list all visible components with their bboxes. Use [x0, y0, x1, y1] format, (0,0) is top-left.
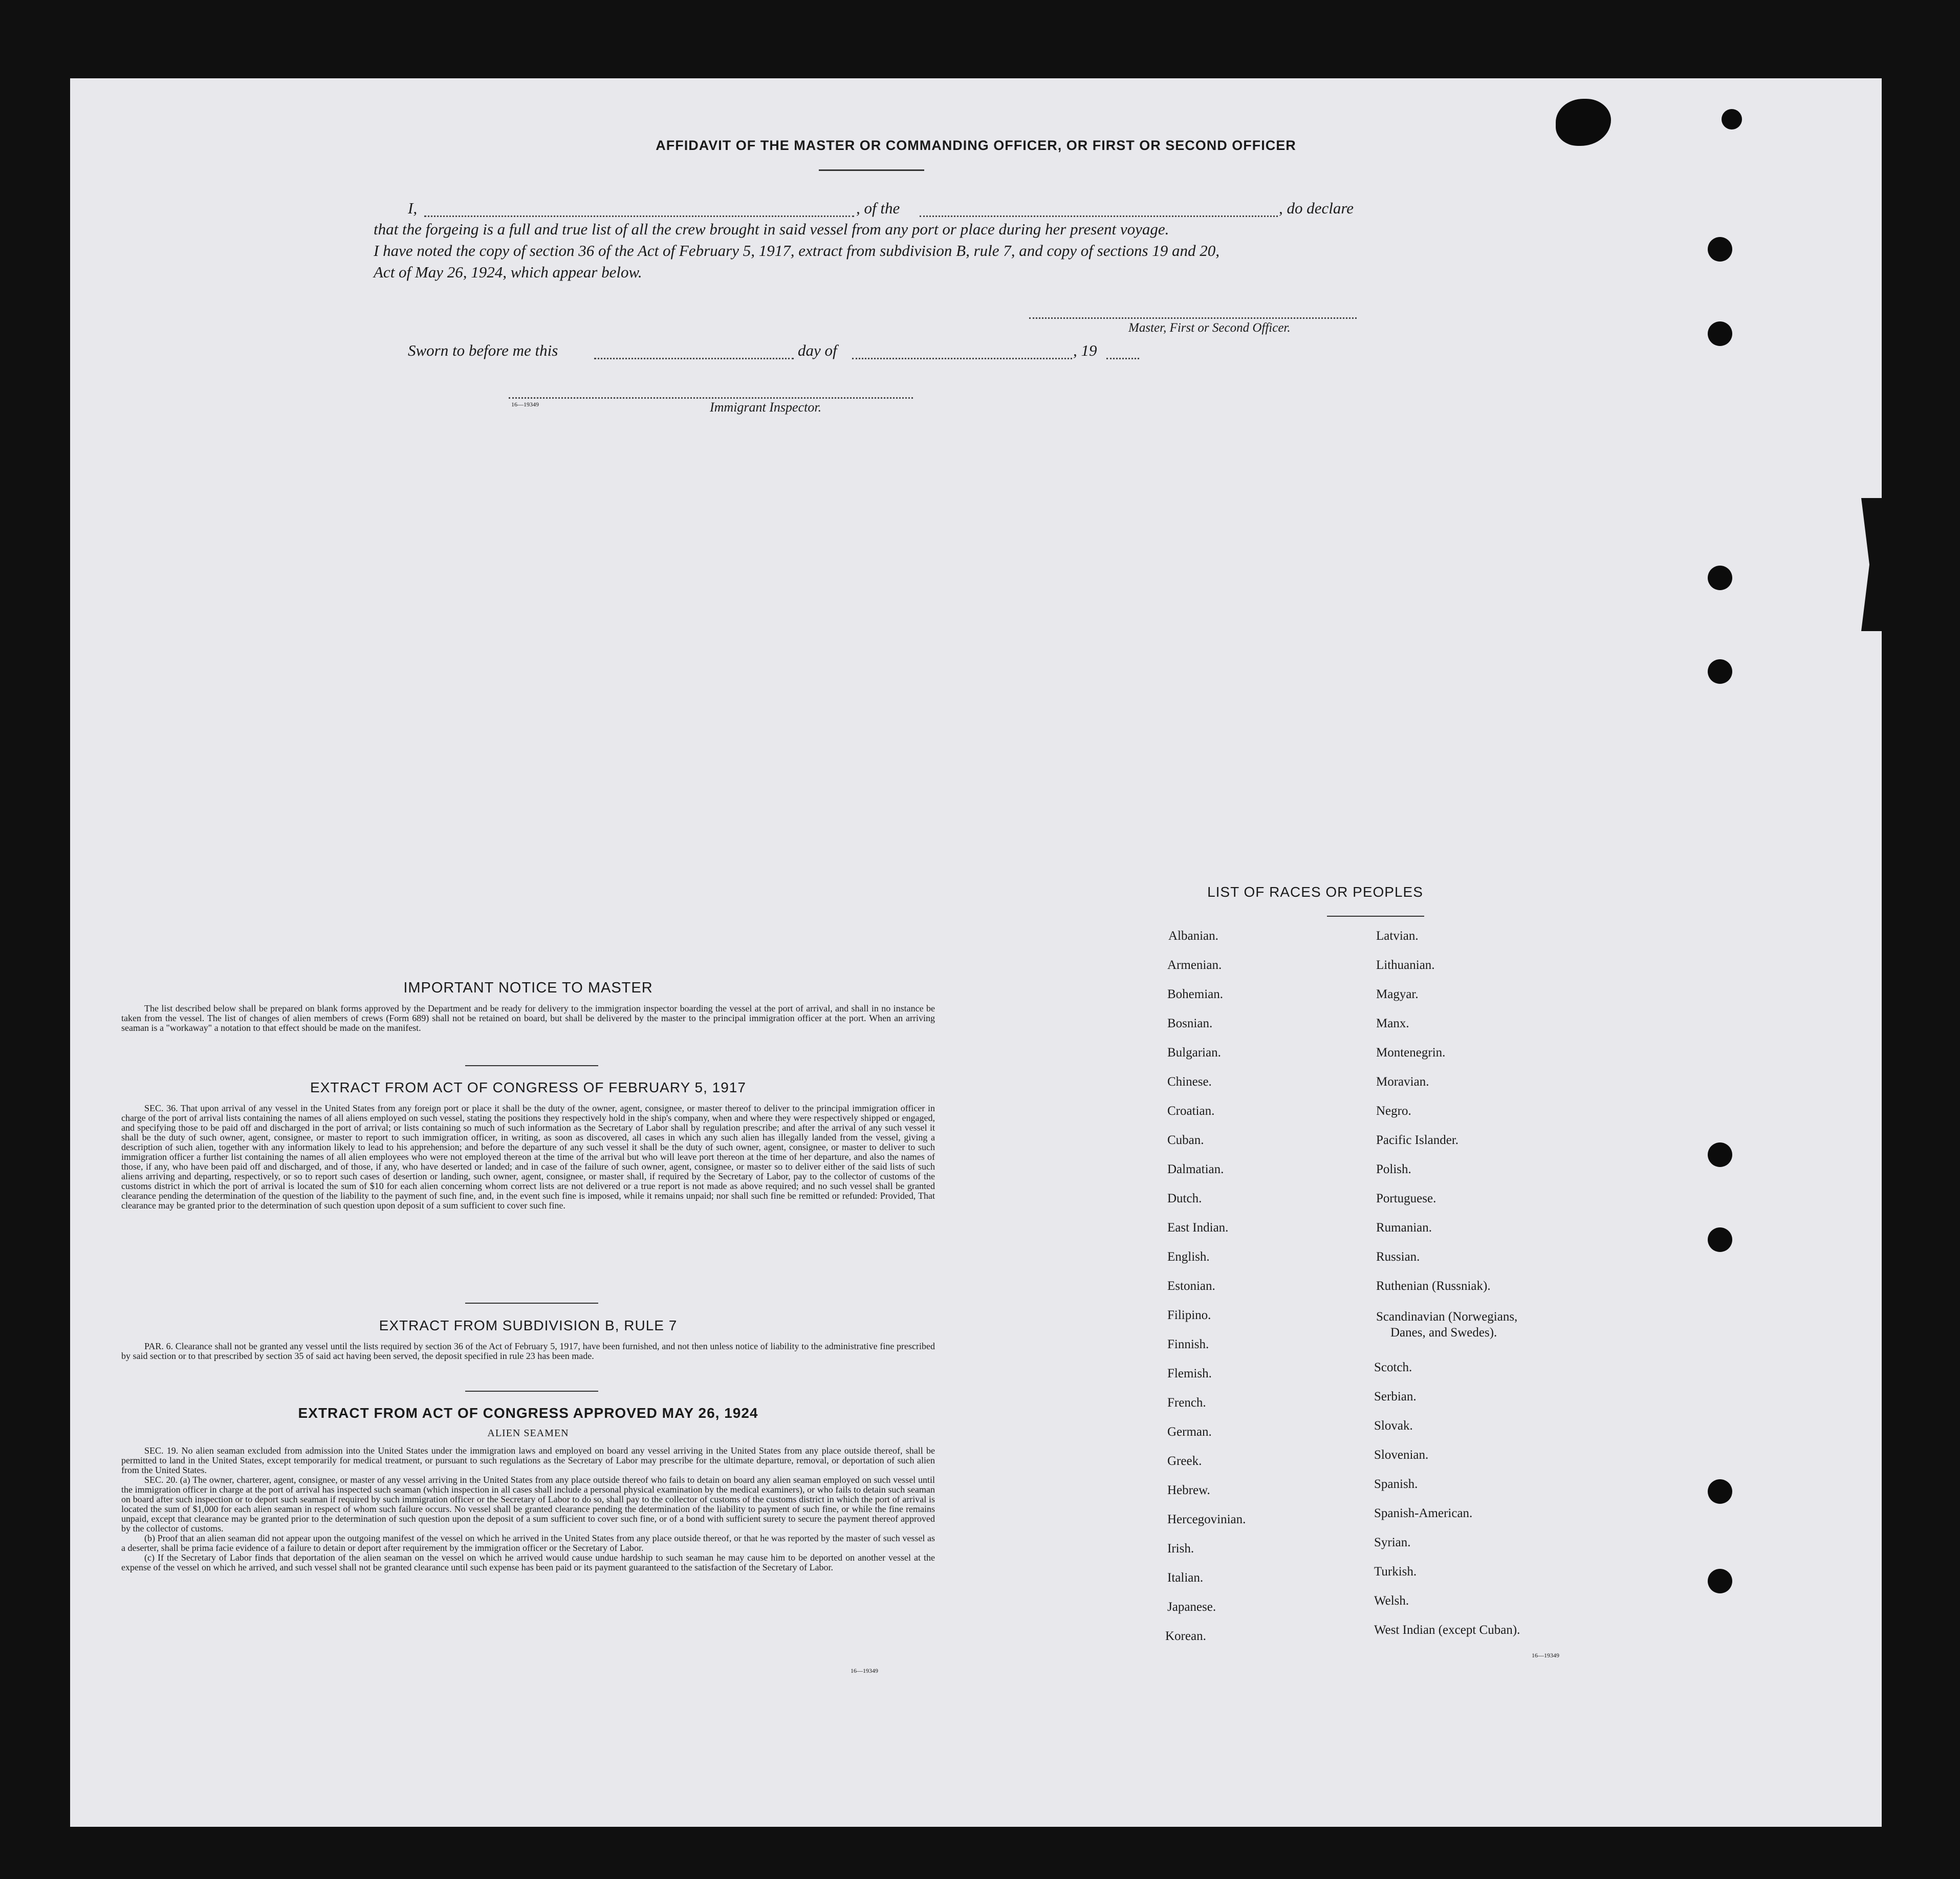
race-item: Spanish. [1374, 1477, 1418, 1491]
notice-title: IMPORTANT NOTICE TO MASTER [403, 980, 653, 996]
race-item: Bosnian. [1167, 1017, 1213, 1030]
punch-hole-icon [1708, 321, 1732, 346]
sworn-line [408, 341, 1227, 362]
race-item: Serbian. [1374, 1390, 1417, 1403]
race-item: Manx. [1376, 1017, 1409, 1030]
race-item: Spanish-American. [1374, 1506, 1473, 1520]
punch-hole-icon [1708, 1479, 1732, 1504]
sworn-year-field[interactable] [1106, 358, 1139, 359]
race-item: Finnish. [1167, 1337, 1209, 1351]
race-item: Filipino. [1167, 1308, 1211, 1322]
extract1917-title: EXTRACT FROM ACT OF CONGRESS OF FEBRUARY 5, 1917 [310, 1079, 746, 1095]
race-item: Bohemian. [1167, 987, 1224, 1001]
punch-hole-icon [1708, 1569, 1732, 1593]
vessel-name-field[interactable] [920, 215, 1278, 217]
affidavit-line1 [408, 199, 1442, 220]
sec20c-text: (c) If the Secretary of Labor finds that deportation of the alien seaman on the vessel on which he arrived would cause undue hardship to such seaman he may cause him to be deported on another vessel at the expense of the vessel on which he arrived, and such vessel shall not be granted clearance until such expense has been paid or its payment guaranteed to the satisfaction of the Secretary of Labor. [121, 1552, 935, 1572]
extract1924-title: EXTRACT FROM ACT OF CONGRESS APPROVED MAY 26, 1924 [298, 1405, 758, 1421]
race-item: Russian. [1376, 1250, 1420, 1264]
race-item: Irish. [1167, 1542, 1194, 1556]
race-item: East Indian. [1167, 1221, 1229, 1235]
affidavit-line2: that the forgeing is a full and true list of all the crew brought in said vessel from any port or place during her present voyage. [374, 220, 1169, 238]
race-item: Montenegrin. [1376, 1046, 1446, 1060]
race-item: Hercegovinian. [1167, 1513, 1246, 1526]
race-item: Turkish. [1374, 1565, 1417, 1579]
punch-hole-icon [1708, 1227, 1732, 1252]
races-col1 [1165, 929, 1360, 1727]
affidavit-line4: Act of May 26, 1924, which appear below. [374, 263, 642, 281]
title-rule [819, 169, 924, 171]
sworn-day-field[interactable] [594, 358, 794, 359]
race-item: Scotch. [1374, 1360, 1412, 1374]
race-item: Italian. [1167, 1571, 1204, 1585]
race-item: Chinese. [1167, 1075, 1212, 1089]
extract1917-rule [465, 1303, 598, 1304]
race-item: Armenian. [1167, 958, 1222, 972]
declare-suffix: , do declare [1279, 199, 1354, 217]
race-item: Croatian. [1167, 1104, 1215, 1118]
notice-text: The list described below shall be prepared on blank forms approved by the Department and be ready for delivery to the immigration inspector boarding the vessel at the port of arrival, and shall in no instance be taken from the vessel. The list of changes of alien members of crews (Form 689) shall not be retained on board, but shall be delivered by the master to the principal immigration officer at the port. When an arriving seaman is a "workaway" a notation to that effect should be made on the manifest. [121, 1003, 935, 1033]
sec20a-text: SEC. 20. (a) The owner, charterer, agent, consignee, or master of any vessel arriving in the United States from any place outside thereof who fails to detain on board any alien seaman employed on such vessel until the immigration officer in charge at the port of arrival has inspected such seaman (which inspection in all cases shall include a personal physical examination by the medical examiners), or who fails to detain such seaman on board after such inspection or to deport such seaman if required by such immigration officer or the Secretary of Labor to do so, shall pay to the collector of customs of the customs district in which the port of arrival is located the sum of $1,000 for each alien seaman in respect of whom such failure occurs. No vessel shall be granted clearance pending the determination of the liability to payment of such fine, or while the fine remains unpaid, except that clearance may be granted prior to the determination of such question upon the deposit of a sum sufficient to cover such fine, or of a bond with sufficient surety to secure the payment thereof approved by the collector of customs. [121, 1475, 935, 1534]
affidavit-line3: I have noted the copy of section 36 of the Act of February 5, 1917, extract from subdivision B, rule 7, and copy of sections 19 and 20, [374, 242, 1220, 260]
race-item: Scandinavian (Norwegians, [1376, 1310, 1518, 1324]
race-item: Rumanian. [1376, 1221, 1432, 1235]
sworn-year: , 19 [1073, 341, 1097, 359]
race-item: Hebrew. [1167, 1483, 1210, 1497]
inspector-signature-line[interactable] [509, 397, 913, 399]
race-item: Ruthenian (Russniak). [1376, 1279, 1491, 1293]
sworn-day-of: day of [798, 341, 837, 359]
sworn-prefix: Sworn to before me this [408, 341, 558, 359]
sec20b-text: (b) Proof that an alien seaman did not appear upon the outgoing manifest of the vessel on which he arrived in the United States from any place outside thereof, or that he was reported by the master of such vessel as a deserter, shall be prima facie evidence of a failure to detain or deport after requirement by the immigration officer or the Secretary of Labor. [121, 1533, 935, 1553]
races-col2 [1374, 929, 1661, 1727]
rule7-title: EXTRACT FROM SUBDIVISION B, RULE 7 [379, 1318, 678, 1333]
race-item: Latvian. [1376, 929, 1419, 943]
extract1917-text: SEC. 36. That upon arrival of any vessel in the United States from any foreign port or place it shall be the duty of the owner, agent, consignee, or master thereof to deliver to the principal immigration officer in charge of the port of arrival lists containing the names of all aliens employed on such vessel, stating the positions they respectively hold in the ship's company, when and where they were respectively shipped or engaged, and specifying those to be paid off and discharged in the port of arrival; or lists containing so much of such information as the Secretary of Labor shall by regulation prescribe; and after the arrival of any such vessel it shall be the duty of such owner, agent, consignee, or master to report to such immigration officer, in writing, as soon as discovered, all cases in which any such alien has illegally landed from the vessel, giving a description of such alien, together with any information likely to lead to his apprehension; and before the departure of any such vessel it shall be the duty of such owner, agent, consignee, or master to deliver to such immigration officer a further list containing the names of all alien employees who were not employed thereon at the time of the arrival but who will leave port thereon at the time of her departure, and also the names of those, if any, who have been paid off and discharged, and of those, if any, who have deserted or landed; and in case of the failure of such owner, agent, consignee, or master so to deliver either of the said lists of such aliens arriving and departing, respectively, or so to report such cases of desertion or landing, such owner, agent, consignee, or master shall, if required by the Secretary of Labor, pay to the collector of customs of the customs district in which the port of arrival is located the sum of $10 for each alien concerning whom correct lists are not delivered or a true report is not made as above required; and no such vessel shall be granted clearance pending the determination of the question of the liability to the payment of such fine, and, in the event such fine is imposed, while it remains unpaid; nor shall such fine be remitted or refunded: Provided, That clearance may be granted prior to the determination of such question upon deposit of a sum sufficient to cover such fine. [121, 1103, 935, 1211]
race-item: Moravian. [1376, 1075, 1429, 1089]
form-sheet [70, 78, 1882, 1827]
sworn-month-field[interactable] [852, 358, 1072, 359]
rule7-rule [465, 1391, 598, 1392]
race-item: Magyar. [1376, 987, 1419, 1001]
declarant-prefix: I, [408, 199, 418, 217]
race-item: French. [1167, 1396, 1206, 1410]
sec19-text: SEC. 19. No alien seaman excluded from admission into the United States under the immigration laws and employed on board any vessel arriving in the United States from any place outside thereof, shall be permitted to land in the United States, except temporarily for medical treatment, or pursuant to such regulations as the Secretary of Labor may prescribe for the ultimate departure, removal, or deportation of such alien from the United States. [121, 1445, 935, 1475]
race-item: Greek. [1167, 1454, 1202, 1468]
race-item: German. [1167, 1425, 1212, 1439]
race-item: Cuban. [1167, 1133, 1204, 1147]
race-item: Negro. [1376, 1104, 1411, 1118]
race-item: English. [1167, 1250, 1210, 1264]
race-item: West Indian (except Cuban). [1374, 1623, 1520, 1637]
race-item: Danes, and Swedes). [1390, 1326, 1497, 1340]
notice-rule [465, 1065, 598, 1066]
races-title: LIST OF RACES OR PEOPLES [1207, 884, 1423, 900]
declarant-name-field[interactable] [424, 215, 854, 217]
race-item: Dutch. [1167, 1192, 1202, 1205]
races-rule [1327, 916, 1424, 917]
race-item: Slovenian. [1374, 1448, 1429, 1462]
race-item: Polish. [1376, 1162, 1411, 1176]
vessel-prefix: , of the [856, 199, 900, 217]
rule7-text: PAR. 6. Clearance shall not be granted any vessel until the lists required by section 36 of the Act of February 5, 1917, have been furnished, and not then unless notice of liability to the administrative fine prescribed by said section or to that prescribed by section 35 of said act having been served, the deposit specified in rule 23 has been made. [121, 1341, 935, 1361]
extract1924-form-number: 16—19349 [851, 1667, 878, 1674]
races-form-number: 16—19349 [1532, 1652, 1559, 1659]
race-item: Syrian. [1374, 1536, 1411, 1549]
punch-hole-icon [1708, 237, 1732, 262]
extract1924-body [121, 1446, 935, 1572]
signature-line[interactable] [1029, 317, 1357, 319]
race-item: Pacific Islander. [1376, 1133, 1459, 1147]
race-item: Korean. [1165, 1629, 1206, 1643]
race-item: Flemish. [1167, 1367, 1212, 1380]
punch-hole-icon [1708, 659, 1732, 684]
affidavit-form-number: 16—19349 [511, 401, 539, 408]
ink-dot-icon [1722, 109, 1742, 129]
race-item: Dalmatian. [1167, 1162, 1224, 1176]
affidavit-title: AFFIDAVIT OF THE MASTER OR COMMANDING OFFICER, OR FIRST OR SECOND OFFICER [656, 138, 1296, 153]
race-item: Lithuanian. [1376, 958, 1435, 972]
race-item: Portuguese. [1376, 1192, 1436, 1205]
inspector-label: Immigrant Inspector. [710, 400, 822, 415]
race-item: Welsh. [1374, 1594, 1409, 1608]
race-item: Slovak. [1374, 1419, 1413, 1433]
race-item: Japanese. [1167, 1600, 1216, 1614]
punch-hole-icon [1708, 566, 1732, 590]
page-edge-notch [1861, 498, 1882, 631]
punch-hole-icon [1708, 1142, 1732, 1167]
signature-label: Master, First or Second Officer. [1128, 321, 1291, 335]
race-item: Albanian. [1168, 929, 1218, 943]
extract1924-subtitle: ALIEN SEAMEN [487, 1428, 569, 1439]
race-item: Estonian. [1167, 1279, 1215, 1293]
race-item: Bulgarian. [1167, 1046, 1221, 1060]
